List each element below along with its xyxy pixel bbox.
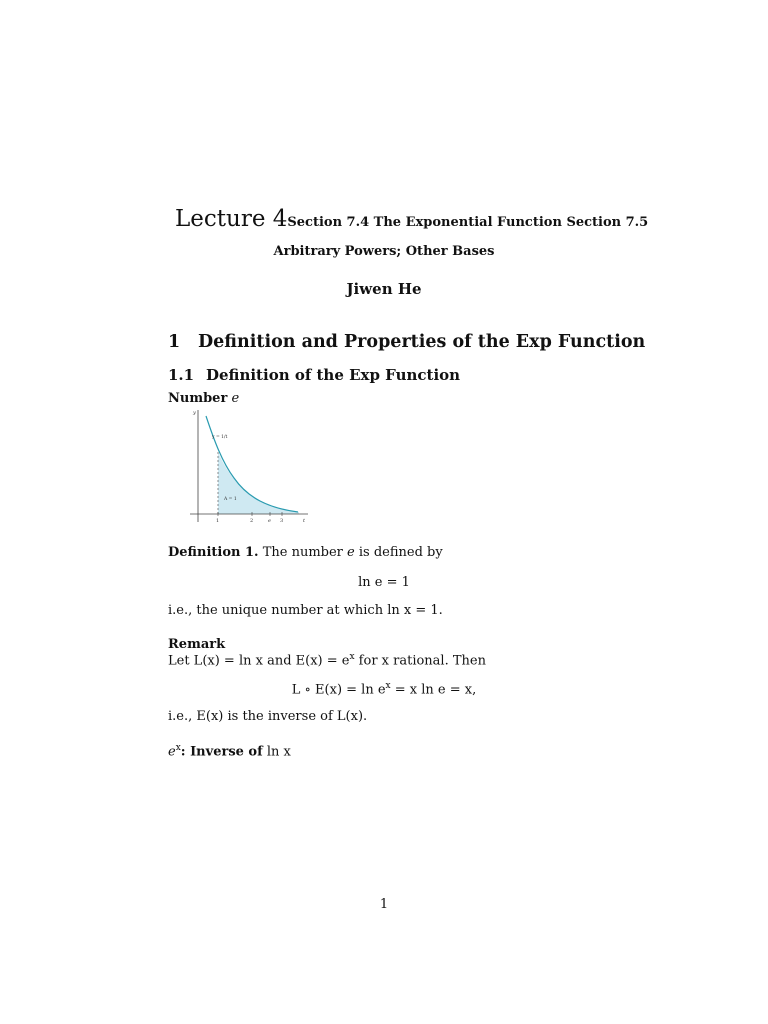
inverse-tail: ln x (266, 744, 291, 760)
figure-svg (184, 404, 312, 526)
author: Jiwen He (346, 280, 422, 298)
curve-label: y = 1/t (212, 435, 228, 440)
y-axis-label: y (193, 410, 196, 416)
title-subtitle: Arbitrary Powers; Other Bases (273, 244, 495, 259)
subsection-number: 1.1 (168, 366, 195, 384)
number-e-symbol: e (231, 391, 240, 406)
title-line (175, 206, 648, 232)
tick-label-1: 1 (216, 518, 220, 524)
inverse-text: : Inverse of (180, 744, 263, 760)
definition-text-after: is defined by (358, 545, 443, 560)
equation-composition (0, 681, 768, 697)
definition-symbol: e (347, 545, 355, 560)
area-label: A = 1 (224, 497, 237, 502)
subsection-heading (168, 366, 460, 384)
inverse-sup: x (175, 743, 181, 753)
title-sections: Section 7.4 The Exponential Function Section 7.5 (287, 215, 649, 230)
remark-title: Remark (168, 637, 226, 652)
tick-label-3: 3 (280, 518, 284, 524)
eq2-sup: x (385, 681, 391, 691)
eq2-part1: L ∘ E(x) = ln e (291, 682, 386, 698)
definition-label: Definition 1. (168, 545, 259, 560)
section-heading (168, 332, 645, 352)
shaded-area (218, 452, 299, 514)
remark-text (168, 652, 486, 668)
eq2-part2: = x ln e = x, (390, 682, 477, 698)
remark-text-sup: x (349, 652, 355, 662)
equation-ln-e: ln e = 1 (358, 575, 410, 590)
definition-1 (168, 545, 443, 560)
inverse-heading (168, 743, 291, 759)
subsection-title: Definition of the Exp Function (206, 366, 461, 384)
section-number: 1 (168, 332, 181, 352)
remark-text-tail: for x rational. Then (354, 653, 486, 669)
section-title: Definition and Properties of the Exp Function (198, 332, 646, 352)
number-e-label: Number (168, 391, 228, 406)
area-under-hyperbola-figure (184, 404, 312, 526)
inverse-base: e (168, 744, 176, 760)
definition-text-before: The number (262, 545, 343, 560)
remark-text-main: Let L(x) = ln x and E(x) = e (168, 653, 350, 669)
page-number: 1 (379, 897, 389, 912)
lecture-title: Lecture 4 (175, 206, 288, 232)
tick-label-e: e (268, 518, 271, 524)
tick-label-2: 2 (250, 518, 254, 524)
definition-follow-text: i.e., the unique number at which ln x = 1. (168, 603, 443, 618)
remark-follow-text: i.e., E(x) is the inverse of L(x). (168, 709, 368, 724)
x-axis-label: t (303, 518, 306, 524)
